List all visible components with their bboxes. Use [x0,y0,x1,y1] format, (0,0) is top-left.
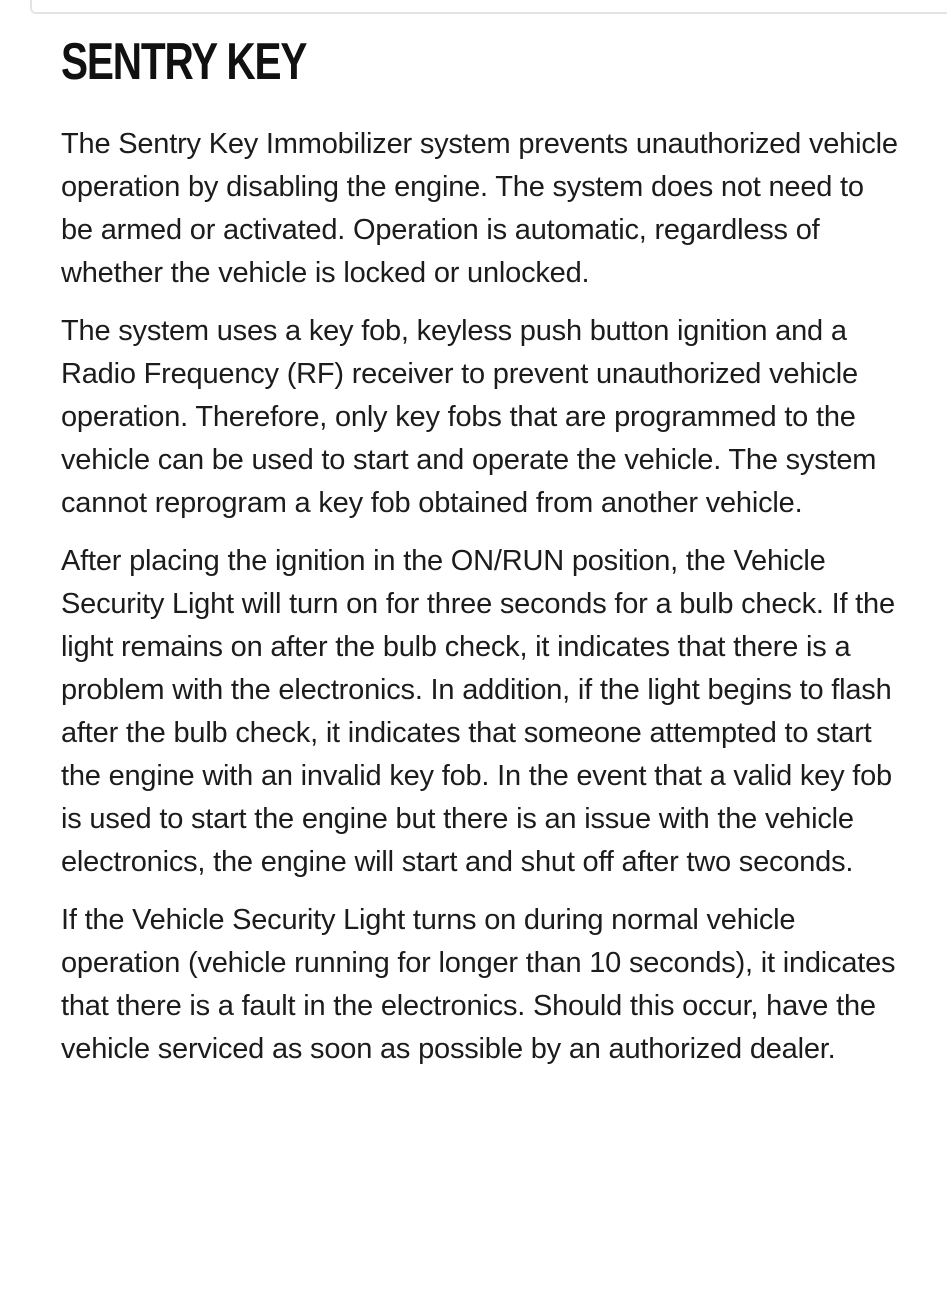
article [61,30,901,1071]
paragraph-immobilizer-overview: The Sentry Key Immobilizer system prevents unauthorized vehicle operation by disabling the engine. The system does not need to be armed or activated. Operation is automatic, regardless of whether the vehicle is locked or unlocked. [61,128,898,289]
top-card-edge [30,0,947,14]
page-title: SENTRY KEY [61,33,307,91]
paragraph-fault-warning: If the Vehicle Security Light turns on during normal vehicle operation (vehicle running for longer than 10 seconds), it indicates that there is a fault in the electronics. Should this occur, have the vehicle serviced as soon as possible by an authorized dealer. [61,904,896,1065]
paragraph-key-fob-system: The system uses a key fob, keyless push button ignition and a Radio Frequency (RF) receiver to prevent unauthorized vehicle operation. Therefore, only key fobs that are programmed to the vehicle can be used to start and operate the vehicle. The system cannot reprogram a key fob obtained from another vehicle. [61,315,877,519]
paragraph-security-light-check: After placing the ignition in the ON/RUN position, the Vehicle Security Light will turn on for three seconds for a bulb check. If the light remains on after the bulb check, it indicates that there is a problem with the electronics. In addition, if the light begins to flash after the bulb check, it indicates that someone attempted to start the engine with an invalid key fob. In the event that a valid key fob is used to start the engine but there is an issue with the vehicle electronics, the engine will start and shut off after two seconds. [61,545,895,878]
